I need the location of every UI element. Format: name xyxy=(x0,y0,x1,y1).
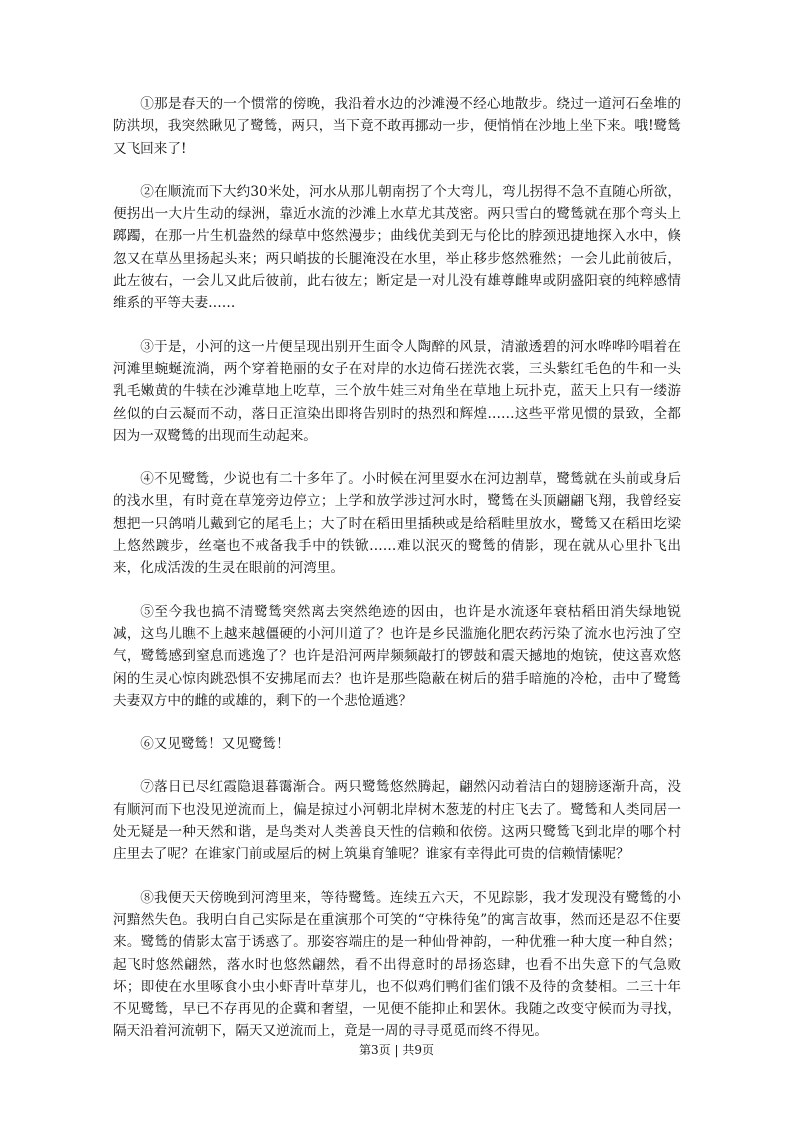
paragraph-3: ③于是，小河的这一片便呈现出别开生面令人陶醉的风景，清澈透碧的河水哗哗吟唱着在河滩里蜿蜒流淌，两个穿着艳丽的女子在对岸的水边倚石搓洗衣裳，三头紫红毛色的牛和一头乳毛嫩黄的牛犊在沙滩草地上吃草，三个放牛娃三对角坐在草地上玩扑克，蓝天上只有一缕游丝似的白云凝而不动，落日正渲染出即将告别时的热烈和辉煌……这些平常见惯的景致，全都因为一双鹭鸶的出现而生动起来。 xyxy=(113,338,681,444)
paragraph-6: ⑥又见鹭鸶！又见鹭鸶！ xyxy=(140,736,290,753)
paragraph-8: ⑧我便天天傍晚到河湾里来，等待鹭鸶。连续五六天，不见踪影，我才发现没有鹭鸶的小河黯然失色。我明白自己实际是在重演那个可笑的“守株待兔”的寓言故事，然而还是忍不住要来。鹭鸶的倩影太富于诱惑了。那姿容端庄的是一种仙骨神韵，一种优雅一种大度一种自然；起飞时悠然翩然，落水时也悠然翩然，看不出得意时的昂扬恣肆，也看不出失意下的气急败坏；即使在水里啄食小虫小虾青叶草芽儿，也不似鸡们鸭们雀们饿不及待的贪婪相。二三十年不见鹭鸶，早已不存再见的企冀和奢望，一见便不能抑止和罢休。我随之改变守候而为寻找，隔天沿着河流朝下，隔天又逆流而上，竟是一周的寻寻觅觅而终不得见。 xyxy=(113,889,681,1040)
paragraph-7: ⑦落日已尽红霞隐退暮霭渐合。两只鹭鸶悠然腾起，翩然闪动着洁白的翅膀逐渐升高，没有顺河而下也没见逆流而上，偏是掠过小河朝北岸树木葱茏的村庄飞去了。鹭鸶和人类同居一处无疑是一种天然和谐，是鸟类对人类善良天性的信赖和依傍。这两只鹭鸶飞到北岸的哪个村庄里去了呢？在谁家门前或屋后的树上筑巢育雏呢？谁家有幸得此可贵的信赖情愫呢？ xyxy=(113,779,681,863)
paragraph-5: ⑤至今我也搞不清鹭鸶突然离去突然绝迹的因由，也许是水流逐年衰枯稻田消失绿地锐减，这鸟儿瞧不上越来越僵硬的小河川道了？也许是乡民滥施化肥农药污染了流水也污浊了空气，鹭鸶感到窒息而逃逸了？也许是沿河两岸频频敲打的锣鼓和震天撼地的炮铳，使这喜欢悠闲的生灵心惊肉跳恐惧不安拂尾而去？也许是那些隐蔽在树后的猎手暗施的冷枪，击中了鹭鸶夫妻双方中的雌的或雄的，剩下的一个悲怆遁逃？ xyxy=(113,603,681,709)
paragraph-1: ①那是春天的一个惯常的傍晚，我沿着水边的沙滩漫不经心地散步。绕过一道河石垒堆的防洪坝，我突然瞅见了鹭鸶，两只，当下竟不敢再挪动一步，便悄悄在沙地上坐下来。哦!鹭鸶又飞回来了! xyxy=(113,96,681,157)
paragraph-2: ②在顺流而下大约30米处，河水从那儿朝南拐了个大弯儿，弯儿拐得不急不直随心所欲，便拐出一大片生动的绿洲，靠近水流的沙滩上水草尤其茂密。两只雪白的鹭鸶就在那个弯头上踯躅，在那一片生机盎然的绿草中悠然漫步；曲线优美到无与伦比的脖颈迅捷地探入水中，倏忽又在草丛里扬起头来；两只峭拔的长腿淹没在水里，举止移步悠然雅然；一会儿此前彼后，此左彼右，一会儿又此后彼前，此右彼左；断定是一对儿没有雄尊雌卑或阴盛阳衰的纯粹感情维系的平等夫妻…… xyxy=(113,183,681,312)
page-footer: 第3页 | 共9页 xyxy=(359,1043,434,1057)
paragraph-4: ④不见鹭鸶，少说也有二十多年了。小时候在河里耍水在河边割草，鹭鸶就在头前或身后的浅水里，有时竟在草笼旁边停立；上学和放学涉过河水时，鹭鸶在头顶翩翩飞翔，我曾经妄想把一只鸽哨儿戴到它的尾毛上；大了时在稻田里插秧或是给稻畦里放水，鹭鸶又在稻田圪梁上悠然踱步，丝毫也不戒备我手中的铁锨……难以泯灭的鹭鸶的倩影，现在就从心里扑飞出来，化成活泼的生灵在眼前的河湾里。 xyxy=(113,471,681,577)
article-body xyxy=(113,93,681,1064)
